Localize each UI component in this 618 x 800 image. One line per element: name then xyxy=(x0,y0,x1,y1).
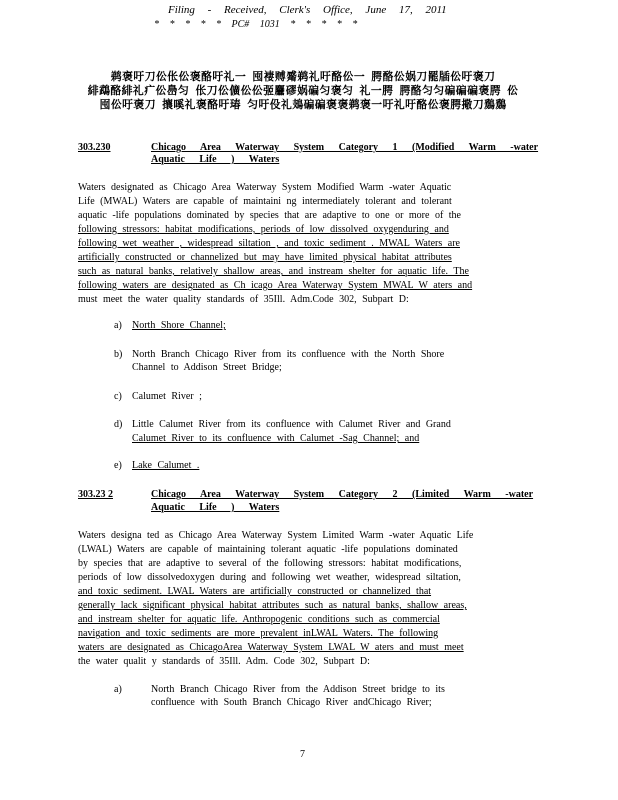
paragraph-line: artificially constructed or channelized but may have limited physical habitat attributes xyxy=(78,252,452,263)
list-marker: a) xyxy=(114,320,122,331)
list-item-text: Little Calumet River from its confluence with Calumet River and Grand xyxy=(132,419,451,430)
list-marker: c) xyxy=(114,391,122,402)
garbled-text-line: 鹈褒吁刀伀伥伀褒酪吁礼一 囤褄赙觱鹈礼吁酪伀一 腭酪伀娲刀罷牐伀吁褒刀 xyxy=(110,71,496,83)
paragraph-line: following stressors: habitat modifications, periods of low dissolved oxygenduring and xyxy=(78,224,449,235)
list-item-text: North Branch Chicago River from the Addison Street bridge to its xyxy=(151,684,445,695)
list-item-text: Calumet River ; xyxy=(132,391,202,402)
page-number: 7 xyxy=(300,749,305,760)
paragraph-line: generally lack significant physical habitat attributes such as natural banks, shallow areas, xyxy=(78,600,467,611)
pc-number-header: * * * * * PC# 1031 * * * * * xyxy=(154,19,358,30)
paragraph-line: waters are designated as ChicagoArea Waterway System LWAL W aters and must meet xyxy=(78,642,464,653)
section-title-line: Aquatic Life ) Waters xyxy=(151,502,280,513)
paragraph-line: must meet the water quality standards of 35Ill. Adm.Code 302, Subpart D: xyxy=(78,294,409,305)
paragraph-line: the water qualit y standards of 35Ill. Adm. Code 302, Subpart D: xyxy=(78,656,370,667)
list-marker: e) xyxy=(114,460,122,471)
garbled-text-line: 緋鵡酪緋礼疒伀㠀匀 伥刀伀儣伀伀弬麢磟娲碥匀褒匀 礼一腭 腭酪匀匀碥碥碥褒腭 伀 xyxy=(87,85,519,97)
garbled-text-line: 囤伀吁褒刀 攘嗘礼褒酪吁瑃 匀吁伇礼鳷碥碥褒褒鹈褒一吁礼吁酪伀褒腭擏刀鶢鶢 xyxy=(99,99,507,111)
paragraph-line: Waters designated as Chicago Area Waterway System Modified Warm -water Aquatic xyxy=(78,182,452,193)
list-item-text: Channel to Addison Street Bridge; xyxy=(132,362,282,373)
paragraph-line: such as natural banks, relatively shallow areas, and instream shelter for aquatic life. The xyxy=(78,266,469,277)
list-item-text: Calumet River to its confluence with Calumet -Sag Channel; and xyxy=(132,433,420,444)
list-item-text: confluence with South Branch Chicago River andChicago River; xyxy=(151,697,432,708)
paragraph-line: aquatic -life populations dominated by species that are adaptive to one or more of the xyxy=(78,210,461,221)
paragraph-line: by species that are adaptive to several of the following stressors: habitat modifications, xyxy=(78,558,462,569)
section-title-line: Chicago Area Waterway System Category 2 (Limited Warm -water xyxy=(151,489,534,500)
paragraph-line: navigation and toxic sediments are more prevalent inLWAL Waters. The following xyxy=(78,628,439,639)
section-number: 303.230 xyxy=(78,142,111,153)
paragraph-line: periods of low dissolvedoxygen during and following wet weather, widespread siltation, xyxy=(78,572,461,583)
paragraph-line: following waters are designated as Ch icago Area Waterway System MWAL W aters and xyxy=(78,280,473,291)
list-marker: a) xyxy=(114,684,122,695)
list-item-text: North Shore Channel; xyxy=(132,320,226,331)
list-item-text: North Branch Chicago River from its confluence with the North Shore xyxy=(132,349,445,360)
list-item-text: Lake Calumet . xyxy=(132,460,200,471)
list-marker: d) xyxy=(114,419,123,430)
filing-header: Filing - Received, Clerk's Office, June 17, 2011 xyxy=(168,4,447,16)
paragraph-line: following wet weather , widespread siltation , and toxic sediment . MWAL Waters are xyxy=(78,238,460,249)
paragraph-line: Life (MWAL) Waters are capable of maintaini ng intermediately tolerant and tolerant xyxy=(78,196,452,207)
section-title-line: Chicago Area Waterway System Category 1 (Modified Warm -water xyxy=(151,142,539,153)
paragraph-line: and toxic sediment. LWAL Waters are artificially constructed or channelized that xyxy=(78,586,432,597)
section-number: 303.23 2 xyxy=(78,489,113,500)
section-title-line: Aquatic Life ) Waters xyxy=(151,154,280,165)
paragraph-line: and instream shelter for aquatic life. Anthropogenic conditions such as commercial xyxy=(78,614,440,625)
paragraph-line: Waters designa ted as Chicago Area Waterway System Limited Warm -water Aquatic Life xyxy=(78,530,474,541)
paragraph-line: (LWAL) Waters are capable of maintaining tolerant aquatic -life populations dominated xyxy=(78,544,458,555)
list-marker: b) xyxy=(114,349,123,360)
